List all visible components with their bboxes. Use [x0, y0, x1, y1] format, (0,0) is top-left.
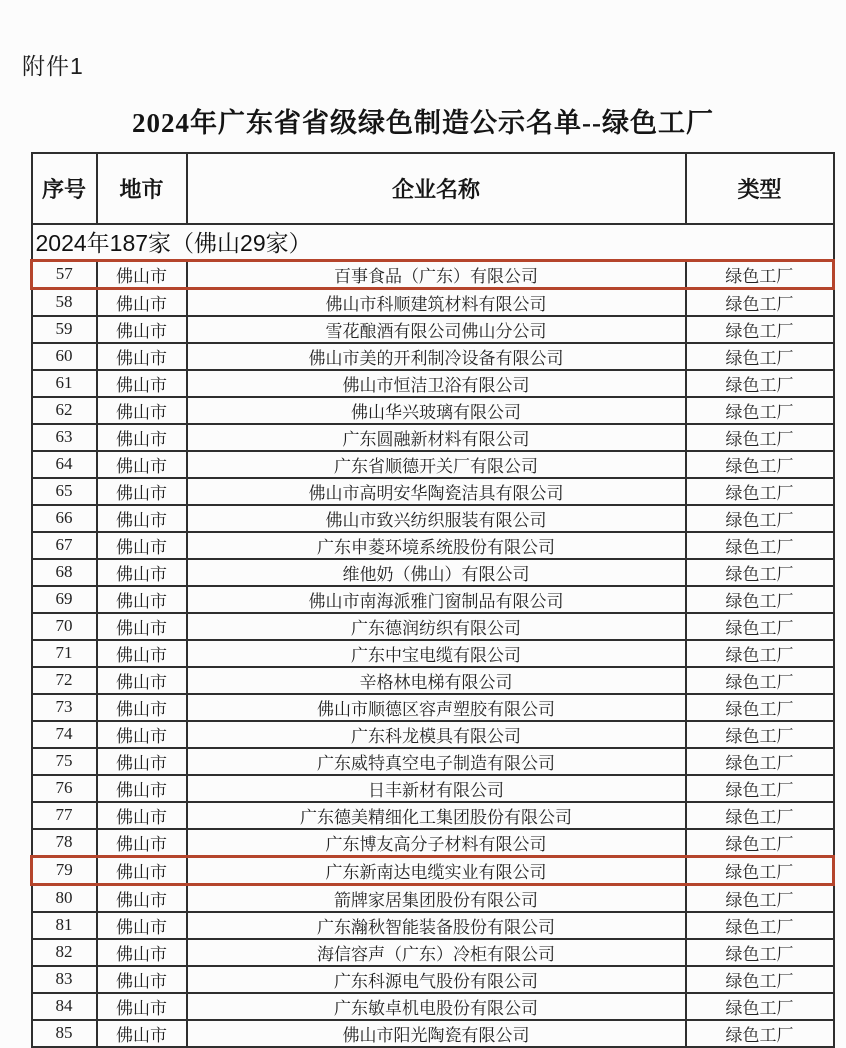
row-company-cell: 箭牌家居集团股份有限公司 — [187, 884, 686, 912]
table-row — [32, 884, 834, 912]
row-type-cell: 绿色工厂 — [686, 505, 834, 532]
section-label: 2024年187家（佛山29家） — [32, 224, 834, 260]
row-serial-cell: 81 — [32, 912, 97, 939]
row-type-cell: 绿色工厂 — [686, 884, 834, 912]
row-type-cell: 绿色工厂 — [686, 829, 834, 857]
row-company-cell: 百事食品（广东）有限公司 — [187, 260, 686, 288]
row-city-cell: 佛山市 — [97, 260, 187, 288]
row-serial-cell: 76 — [32, 775, 97, 802]
row-serial-cell: 58 — [32, 288, 97, 316]
row-type-cell: 绿色工厂 — [686, 640, 834, 667]
row-company-cell: 广东科龙模具有限公司 — [187, 721, 686, 748]
row-serial-cell: 62 — [32, 397, 97, 424]
row-type-cell: 绿色工厂 — [686, 532, 834, 559]
row-serial-cell: 82 — [32, 939, 97, 966]
row-type-cell: 绿色工厂 — [686, 912, 834, 939]
row-type-cell: 绿色工厂 — [686, 424, 834, 451]
table-row — [32, 505, 834, 532]
table-row — [32, 532, 834, 559]
table-row — [32, 370, 834, 397]
row-serial-cell: 64 — [32, 451, 97, 478]
row-company-cell: 佛山市顺德区容声塑胶有限公司 — [187, 694, 686, 721]
row-city-cell: 佛山市 — [97, 640, 187, 667]
row-type-cell: 绿色工厂 — [686, 939, 834, 966]
column-header-city: 地市 — [97, 153, 187, 224]
column-header-serial: 序号 — [32, 153, 97, 224]
row-city-cell: 佛山市 — [97, 966, 187, 993]
row-type-cell: 绿色工厂 — [686, 748, 834, 775]
row-type-cell: 绿色工厂 — [686, 1020, 834, 1047]
row-city-cell: 佛山市 — [97, 912, 187, 939]
row-serial-cell: 78 — [32, 829, 97, 857]
row-serial-cell: 74 — [32, 721, 97, 748]
row-company-cell: 广东申菱环境系统股份有限公司 — [187, 532, 686, 559]
row-city-cell: 佛山市 — [97, 532, 187, 559]
row-serial-cell: 83 — [32, 966, 97, 993]
row-serial-cell: 63 — [32, 424, 97, 451]
row-serial-cell: 61 — [32, 370, 97, 397]
row-city-cell: 佛山市 — [97, 1020, 187, 1047]
row-company-cell: 海信容声（广东）冷柜有限公司 — [187, 939, 686, 966]
table-row — [32, 316, 834, 343]
table-row — [32, 856, 834, 884]
table-row — [32, 667, 834, 694]
row-company-cell: 雪花酿酒有限公司佛山分公司 — [187, 316, 686, 343]
table-row — [32, 559, 834, 586]
table-row — [32, 451, 834, 478]
row-city-cell: 佛山市 — [97, 667, 187, 694]
row-serial-cell: 69 — [32, 586, 97, 613]
table-row — [32, 424, 834, 451]
table-row — [32, 775, 834, 802]
row-company-cell: 广东敏卓机电股份有限公司 — [187, 993, 686, 1020]
row-company-cell: 佛山市致兴纺织服装有限公司 — [187, 505, 686, 532]
row-city-cell: 佛山市 — [97, 829, 187, 857]
row-type-cell: 绿色工厂 — [686, 993, 834, 1020]
row-company-cell: 佛山市阳光陶瓷有限公司 — [187, 1020, 686, 1047]
row-serial-cell: 60 — [32, 343, 97, 370]
row-serial-cell: 85 — [32, 1020, 97, 1047]
row-city-cell: 佛山市 — [97, 993, 187, 1020]
row-city-cell: 佛山市 — [97, 343, 187, 370]
column-header-type: 类型 — [686, 153, 834, 224]
row-type-cell: 绿色工厂 — [686, 667, 834, 694]
row-company-cell: 广东德润纺织有限公司 — [187, 613, 686, 640]
row-type-cell: 绿色工厂 — [686, 721, 834, 748]
table-row — [32, 343, 834, 370]
row-city-cell: 佛山市 — [97, 939, 187, 966]
row-company-cell: 广东新南达电缆实业有限公司 — [187, 856, 686, 884]
row-serial-cell: 73 — [32, 694, 97, 721]
row-serial-cell: 80 — [32, 884, 97, 912]
row-serial-cell: 65 — [32, 478, 97, 505]
table-header-row — [32, 153, 834, 224]
row-company-cell: 广东省顺德开关厂有限公司 — [187, 451, 686, 478]
row-city-cell: 佛山市 — [97, 586, 187, 613]
row-serial-cell: 71 — [32, 640, 97, 667]
row-serial-cell: 70 — [32, 613, 97, 640]
row-serial-cell: 67 — [32, 532, 97, 559]
row-type-cell: 绿色工厂 — [686, 343, 834, 370]
row-city-cell: 佛山市 — [97, 613, 187, 640]
table-row — [32, 748, 834, 775]
row-city-cell: 佛山市 — [97, 397, 187, 424]
row-company-cell: 日丰新材有限公司 — [187, 775, 686, 802]
row-city-cell: 佛山市 — [97, 559, 187, 586]
row-serial-cell: 66 — [32, 505, 97, 532]
table-row — [32, 721, 834, 748]
row-type-cell: 绿色工厂 — [686, 586, 834, 613]
row-serial-cell: 75 — [32, 748, 97, 775]
row-company-cell: 佛山华兴玻璃有限公司 — [187, 397, 686, 424]
table-row — [32, 640, 834, 667]
table-row — [32, 260, 834, 288]
row-type-cell: 绿色工厂 — [686, 966, 834, 993]
green-factory-table — [30, 152, 835, 1048]
row-type-cell: 绿色工厂 — [686, 694, 834, 721]
row-type-cell: 绿色工厂 — [686, 288, 834, 316]
row-company-cell: 维他奶（佛山）有限公司 — [187, 559, 686, 586]
table-row — [32, 613, 834, 640]
row-serial-cell: 59 — [32, 316, 97, 343]
table-body — [32, 260, 834, 1047]
row-city-cell: 佛山市 — [97, 748, 187, 775]
row-type-cell: 绿色工厂 — [686, 478, 834, 505]
row-serial-cell: 77 — [32, 802, 97, 829]
row-company-cell: 佛山市南海派雅门窗制品有限公司 — [187, 586, 686, 613]
row-company-cell: 广东圆融新材料有限公司 — [187, 424, 686, 451]
row-serial-cell: 84 — [32, 993, 97, 1020]
table-row — [32, 829, 834, 857]
page-title: 2024年广东省省级绿色制造公示名单--绿色工厂 — [132, 108, 714, 138]
section-row — [32, 224, 834, 260]
row-company-cell: 广东博友高分子材料有限公司 — [187, 829, 686, 857]
row-company-cell: 佛山市美的开利制冷设备有限公司 — [187, 343, 686, 370]
row-serial-cell: 79 — [32, 856, 97, 884]
row-type-cell: 绿色工厂 — [686, 856, 834, 884]
table-row — [32, 586, 834, 613]
row-company-cell: 广东德美精细化工集团股份有限公司 — [187, 802, 686, 829]
row-city-cell: 佛山市 — [97, 316, 187, 343]
row-serial-cell: 72 — [32, 667, 97, 694]
row-serial-cell: 57 — [32, 260, 97, 288]
row-city-cell: 佛山市 — [97, 451, 187, 478]
row-city-cell: 佛山市 — [97, 424, 187, 451]
row-city-cell: 佛山市 — [97, 884, 187, 912]
row-type-cell: 绿色工厂 — [686, 397, 834, 424]
table-row — [32, 912, 834, 939]
row-city-cell: 佛山市 — [97, 370, 187, 397]
row-city-cell: 佛山市 — [97, 505, 187, 532]
row-company-cell: 广东瀚秋智能装备股份有限公司 — [187, 912, 686, 939]
row-company-cell: 佛山市科顺建筑材料有限公司 — [187, 288, 686, 316]
row-type-cell: 绿色工厂 — [686, 260, 834, 288]
row-city-cell: 佛山市 — [97, 802, 187, 829]
row-city-cell: 佛山市 — [97, 856, 187, 884]
row-company-cell: 辛格林电梯有限公司 — [187, 667, 686, 694]
row-type-cell: 绿色工厂 — [686, 559, 834, 586]
row-city-cell: 佛山市 — [97, 694, 187, 721]
row-company-cell: 佛山市恒洁卫浴有限公司 — [187, 370, 686, 397]
table-row — [32, 993, 834, 1020]
table-row — [32, 939, 834, 966]
row-type-cell: 绿色工厂 — [686, 802, 834, 829]
table-row — [32, 288, 834, 316]
table-row — [32, 478, 834, 505]
row-city-cell: 佛山市 — [97, 288, 187, 316]
row-city-cell: 佛山市 — [97, 721, 187, 748]
row-type-cell: 绿色工厂 — [686, 316, 834, 343]
table-row — [32, 397, 834, 424]
row-type-cell: 绿色工厂 — [686, 613, 834, 640]
row-city-cell: 佛山市 — [97, 775, 187, 802]
table-row — [32, 1020, 834, 1047]
row-serial-cell: 68 — [32, 559, 97, 586]
row-company-cell: 佛山市高明安华陶瓷洁具有限公司 — [187, 478, 686, 505]
row-company-cell: 广东科源电气股份有限公司 — [187, 966, 686, 993]
row-city-cell: 佛山市 — [97, 478, 187, 505]
table-row — [32, 966, 834, 993]
row-company-cell: 广东威特真空电子制造有限公司 — [187, 748, 686, 775]
row-type-cell: 绿色工厂 — [686, 370, 834, 397]
row-company-cell: 广东中宝电缆有限公司 — [187, 640, 686, 667]
row-type-cell: 绿色工厂 — [686, 775, 834, 802]
attachment-label: 附件1 — [22, 53, 84, 79]
column-header-company: 企业名称 — [187, 153, 686, 224]
row-type-cell: 绿色工厂 — [686, 451, 834, 478]
table-row — [32, 802, 834, 829]
table-row — [32, 694, 834, 721]
